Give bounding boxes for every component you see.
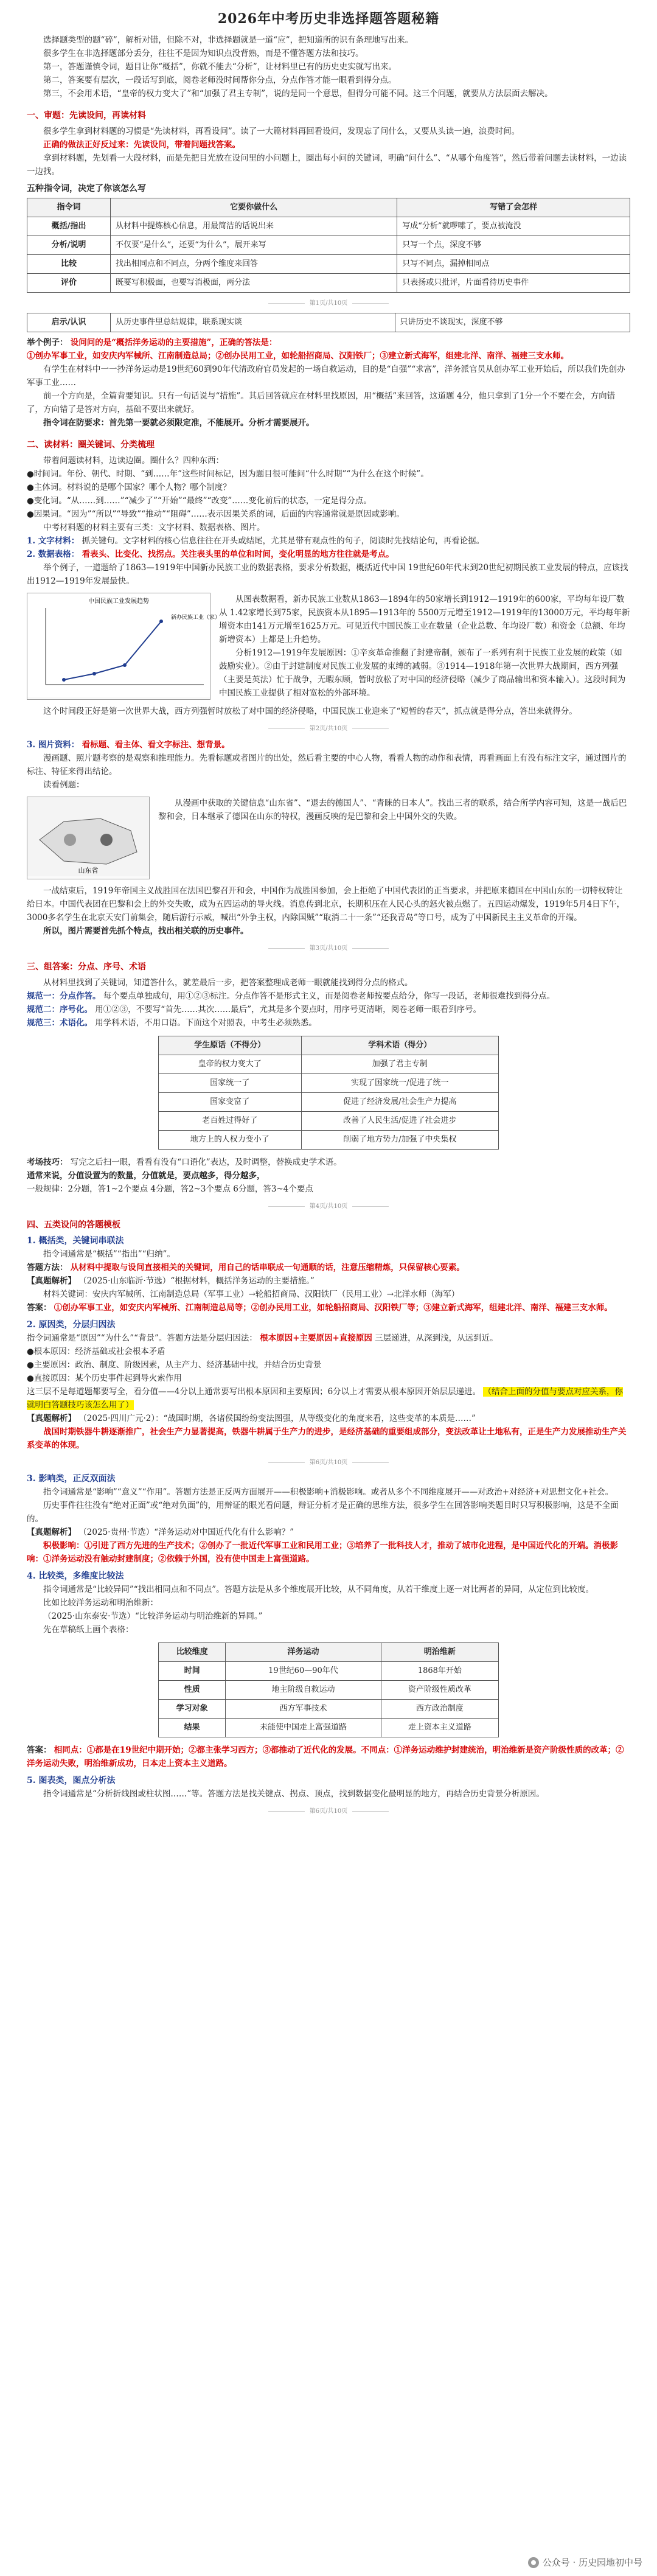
watermark: [528, 2556, 642, 2569]
page-number: 第6页/共10页: [27, 1457, 630, 1466]
table-header: 比较维度: [159, 1643, 226, 1662]
section1-para: 正确的做法正好反过来：先读设问，带着问题找答案。: [43, 140, 240, 150]
template-para: 指令词通常是“影响”“意义”“作用”。答题方法是正反两方面展开——积极影响+消极影响。或者从多个不同维度展开——对政治+对经济+对思想文化+社会。: [43, 1487, 614, 1497]
rule: 规范三：术语化。 用学科术语，不用口语。下面这个对照表，中考生必须熟悉。: [27, 1018, 317, 1028]
section1-para: 有学生在材料中一一抄洋务运动是19世纪60到90年代清政府官员发起的一场自救运动，目的是“自强”“求富”，洋务派官员从创办军工业开始后，所以我们先创办军事工业……: [27, 365, 625, 388]
data-point: [159, 620, 163, 623]
intro-para: 选择题类型的题“碎”，解析对错，但除不对，非选择题就是一道“应”，把知道所的识有条理地写出来。: [43, 35, 414, 45]
template-para: 比如比较洋务运动和明治维新：: [43, 1598, 158, 1608]
template-para: 指令词通常是“比较异同”“找出相同点和不同点”。答题方法是从多个维度展开比较，从不同角度，从若干维度上逐一对比两者的异同，从定位到比较度。: [43, 1585, 594, 1594]
section2-para: 这个时间段正好是第一次世界大战，西方列强暂时放松了对中国的经济侵略，中国民族工业迎来了“短暂的春天”，抓点就是得分点，答出来就得分。: [43, 707, 577, 716]
exam-example: 【真题解析】 （2025·山东临沂·节选）“根据材料，概括洋务运动的主要措施。”: [27, 1276, 315, 1286]
section3-title: 三、组答案：分点、序号、术语: [27, 962, 146, 972]
template-para: 指令词通常是“概括”“指出”“归纳”。: [43, 1249, 175, 1259]
page-number: 第1页/共10页: [27, 298, 630, 307]
list-item: ●主要原因：政治、制度、阶级因素，从主产力、经济基础中找，并结合历史背景: [27, 1360, 322, 1370]
section2-title: 二、读材料：圈关键词、分类梳理: [27, 440, 155, 450]
template2-title: 2. 原因类，分层归因法: [27, 1320, 116, 1330]
intro-para: 第三，不会用术语，“皇帝的权力变大了”和“加强了君主专制”，说的是同一个意思，但得分可能不同。这三个问题，就要从方法层面去解决。: [43, 89, 553, 99]
score-rule-intro: 通常来说，分值设置为的数量，分值就是，要点越多，得分越多，: [27, 1171, 265, 1181]
table-row: 启示/认识 从历史事件里总结规律，联系现实谈 只讲历史不谈现实，深度不够: [27, 313, 630, 332]
figure-japanese: [100, 834, 113, 846]
cartoon-svg: [27, 797, 149, 876]
list-item: ●时间词。年份、朝代、时期、“到……年”这些时间标记，因为题目很可能问“什么时期”“为什么在这个时候”。: [27, 469, 429, 479]
cartoon-caption: 山东省: [78, 867, 99, 874]
section3-para: 从材料里找到了关键词，知道答什么，就差最后一步，把答案整理成老师一眼就能找到得分点的格式。: [43, 978, 413, 988]
section2-para: 读看例题：: [43, 780, 85, 790]
cartoon-row: [27, 797, 630, 879]
section2-para: 带着问题读材料，边读边圈。圈什么？四种东西：: [43, 456, 224, 466]
term-table: [158, 1036, 499, 1150]
chart-background: [27, 593, 210, 697]
template-para: 这三层不是每道题都要写全，看分值——4分以上通常要写出根本原因和主要原因；6分以上才需要从根本原因开始层层递进。 （结合上面的分值与要点对应关系，你就明白答题技巧该怎么用了）: [27, 1387, 623, 1410]
exam-answer: 答案： ①创办军事工业，如安庆内军械所、江南制造总局等；②创办民用工业，如轮船招商局、汉阳铁厂等；③建立新式海军，组建北洋、南洋、福建三支水师。: [27, 1303, 613, 1313]
chart-title: 中国民族工业发展趋势: [88, 598, 149, 605]
subsection: 1. 文字材料： 抓关键句。文字材料的核心信息往往在开头或结尾，尤其是带有观点性的句子，阅读时先找结论句，再看论据。: [27, 536, 485, 546]
table-row: 评价 既要写积极面，也要写消极面，两分法 只表扬或只批评，片面看待历史事件: [27, 274, 630, 293]
intro-para: 第二，答案要有层次，一段话写到底，阅卷老师没时间帮你分点，分点作答才能一眼看到得分点。: [43, 75, 397, 85]
table-row: 老百姓过得好了 改善了人民生活/促进了社会进步: [159, 1112, 499, 1131]
section1-para: 前一个方向是，全篇背要知识。只有一句话说与“措施”。其后回答就应在材料里找原因，用“概括”来回答，这道题 4分，他只拿到了1分一个不要在会，方向错了，方向错了是答对方向，基础不要出来就好。: [27, 391, 616, 414]
section2-para: 中考材料题的材料主要有三类：文字材料、数据表格、图片。: [43, 523, 265, 532]
section1-title: 一、审题：先读设问，再读材料: [27, 111, 146, 120]
template-para: 先在草稿纸上画个表格：: [43, 1625, 134, 1635]
chart-legend: 新办民族工业（家）: [171, 615, 221, 621]
table-header: 洋务运动: [226, 1643, 381, 1662]
page-number: 第2页/共10页: [27, 723, 630, 732]
example: 举个例子： 设问问的是“概括洋务运动的主要措施”，正确的答法是：: [27, 338, 277, 347]
example-answer: ①创办军事工业，如安庆内军械所、江南制造总局；②创办民用工业，如轮船招商局、汉阳铁厂；③建立新式海军，组建北洋、南洋、福建三支水师。: [27, 351, 569, 361]
template-para: 材料关键词：安庆内军械所、江南制造总局（军事工业）→轮船招商局、汉阳铁厂（民用工业）→北洋水师（海军）: [43, 1290, 460, 1299]
figure-text: 从图表数据看，新办民族工业数从1863—1894年的50家增长到1912—1919年的600家，平均每年设厂数从 1.42家增长到75家，民族资本从1895—1913年的 5500万元增至1912—1919年的13000万元，平均每年新增资本由141万元增至1625万元。可见近代中国民族工业在数量（企业总数、年均设厂数）和资金（总额、年均新增资本）上都是上升趋势。 分析1912—1919年发展原因：①辛亥革命推翻了封建帝制，颁布了一系列有利于民族工业发展的政策（如鼓励实业）。②由于封建制度对民族工业发展的束缚的减弱。③1914—1918年第一次世界大战期间，西方列强（主要是英法）忙于战争，无暇东顾，暂时放松了对中国的经济侵略（减少了商品输出和资本输入）。这段时间为中国民族工业提供了相对宽松的外部环境。: [219, 595, 630, 698]
intro-para: 第一，答题谨慎令词，题目让你“概括”，你就不能去“分析”，让材料里已有的历史史实就写出来。: [43, 62, 397, 72]
table-header: 明治维新: [381, 1643, 498, 1662]
table-header: 它要你做什么: [111, 198, 397, 217]
intro: [27, 33, 630, 100]
table-row: 性质 地主阶级自救运动 资产阶级性质改革: [159, 1681, 499, 1700]
template1-title: 1. 概括类，关键词串联法: [27, 1236, 124, 1246]
template-method: 答题方法： 从材料中提取与设问直接相关的关键词，用自己的话串联成一句通顺的话，注意压缩精炼，只保留核心要素。: [27, 1263, 465, 1272]
data-point: [62, 678, 66, 682]
table-header: 学科术语（得分）: [301, 1036, 498, 1055]
template-para: （2025·山东泰安·节选）“比较洋务运动与明治维新的异同。”: [43, 1611, 263, 1621]
score-rule: 一般规律：2分题，答1~2个要点 4分题，答2~3个要点 6分题，答3~4个要点: [27, 1184, 313, 1194]
figure-german: [64, 834, 76, 846]
section2-para: 一战结束后，1919年帝国主义战胜国在法国巴黎召开和会，中国作为战胜国参加，会上拒绝了中国代表团的正当要求，并把原来德国在中国山东的一切特权转让给日本。中国代表团在巴黎和会上的外交失败，成为五四运动的导火线。消息传到北京，长期积压在人民心头的怒火被点燃了。五四运动爆发，1919年5月4日下午，3000多名学生在北京天安门前集会，随后游行示威，喊出“外争主权，内除国贼”“取消二十一条”“还我青岛”等口号，成为了中国新民主主义革命的开端。: [27, 886, 625, 923]
table-header: 写错了会怎样: [397, 198, 630, 217]
figure-row: [27, 593, 630, 700]
template-para: 指令词通常是“原因”“为什么”“背景”。答题方法是分层归因法： 根本原因+主要原因+直接原因 三层递进，从深到浅，从远到近。: [27, 1333, 498, 1343]
template3-title: 3. 影响类，正反双面法: [27, 1474, 116, 1484]
table-row: 结果 未能使中国走上富强道路 走上资本主义道路: [159, 1719, 499, 1737]
section1-para: 拿到材料题，先划看一大段材料，而是先把目光放在设问里的小问题上，圈出每小问的关键词，明确“问什么”、“从哪个角度答”，然后带着问题去读材料，一边读一边找。: [27, 153, 627, 176]
table-row: 国家统一了 实现了国家统一/促进了统一: [159, 1074, 499, 1093]
template-para: 指令词通常是“分析折线图或柱状图……”等。答题方法是找关键点、拐点、顶点，找到数据变化最明显的地方，再结合历史背景分析原因。: [43, 1789, 544, 1799]
document-title: 2026年中考历史非选择题答题秘籍: [217, 11, 440, 27]
exam-tip: 考场技巧： 写完之后扫一眼，看看有没有“口语化”表达，及时调整，替换成史学术语。: [27, 1157, 342, 1167]
table-row: 分析/说明 不仅要“是什么”，还要“为什么”，展开来写 只写一个点，深度不够: [27, 236, 630, 255]
rule: 规范一：分点作答。 每个要点单独成句，用①②③标注。分点作答不是形式主义，而是阅卷老师按要点给分，你写一段话，老师很难找到得分点。: [27, 991, 555, 1001]
compare-table: [158, 1642, 499, 1737]
table-row: 时间 19世纪60—90年代 1868年开始: [159, 1662, 499, 1681]
page-number: 第3页/共10页: [27, 943, 630, 952]
section1-para: 很多学生拿到材料题的习惯是“先读材料，再看设问”。读了一大篇材料再回看设问，发现忘了问什么，又要从头读一遍，浪费时间。: [43, 127, 520, 136]
template4-title: 4. 比较类，多维度比较法: [27, 1571, 124, 1581]
section2-para: 漫画题、照片题考察的是观察和推理能力。先看标题或者图片的出处，然后看主要的中心人物，看看人物的动作和表情，再看画面上有没有标注文字，通过图片的标注、特征来得出结论。: [27, 753, 627, 777]
page-number: 第6页/共10页: [27, 1806, 630, 1815]
instruction-table: [27, 198, 630, 293]
instruction-table-continued: [27, 313, 630, 332]
section2-para: 举个例子，一道题给了1863—1919年中国新办民族工业的数据表格，要求分析数据，概括近代中国 19世纪60年代末到20世纪初期民族工业发展的特点，应该找出1912—1919年发展最快。: [27, 563, 628, 586]
template-para: 历史事件往往没有“绝对正面”或“绝对负面”的，用辩证的眼光看问题，辩证分析才是正确的思维方法，很多学生在回答影响类题目时只写积极影响，这是不全面的。: [27, 1501, 619, 1524]
section1-para: 指令词在防要求：首先第一要就必须限定准，不能展开。分析才需要展开。: [43, 418, 315, 428]
table-row: 地方上的人权力变小了 削弱了地方势力/加强了中央集权: [159, 1131, 499, 1150]
table-row: 学习对象 西方军事技术 西方政治制度: [159, 1700, 499, 1719]
template5-title: 5. 图表类，图点分析法: [27, 1776, 116, 1785]
exam-answer: 战国时期铁器牛耕逐渐推广，社会生产力显著提高，铁器牛耕属于生产力的进步，是经济基础的重要组成部分，变法改革让土地私有，正是生产力发展推动生产关系变革的体现。: [27, 1427, 627, 1450]
watermark-text: 公众号 · 历史园地初中号: [542, 2557, 642, 2568]
rule: 规范二：序号化。 用①②③，不要写“首先……其次……最后”，尤其是多个要点时，用序号更清晰，阅卷老师一眼看到序号。: [27, 1005, 482, 1014]
section4-title: 四、五类设问的答题模板: [27, 1220, 120, 1230]
table-header: 指令词: [27, 198, 111, 217]
list-item: ●直接原因：某个历史事件起到导火索作用: [27, 1374, 182, 1383]
cartoon-map: [27, 797, 150, 879]
table-header: 学生原话（不得分）: [159, 1036, 302, 1055]
list-item: ●因果词。“因为”“所以”“导致”“推动”“阻碍”……表示因果关系的词，后面的内容通常就是原因或影响。: [27, 509, 405, 519]
section2-para: 所以，图片需要首先抓个特点，找出相关联的历史事件。: [43, 926, 249, 936]
subsection: 3. 图片资料： 看标题、看主体、看文字标注、想背景。: [27, 740, 230, 750]
table1-title: 五种指令词，决定了你该怎么写: [27, 184, 146, 194]
intro-para: 很多学生在非选择题部分丢分，往往不是因为知识点没背熟，而是不懂答题方法和技巧。: [43, 49, 364, 58]
data-point: [92, 672, 96, 675]
industry-chart: [27, 593, 221, 700]
list-item: ●主体词。材料说的是哪个国家？哪个人物？哪个制度？: [27, 483, 231, 492]
subsection: 2. 数据表格： 看表头、比变化、找拐点。关注表头里的单位和时间，变化明显的地方往往就是考点。: [27, 550, 394, 559]
page-number: 第4页/共10页: [27, 1201, 630, 1210]
list-item: ●变化词。“从……到……”“减少了”“开始”“最终”“改变”……变化前后的状态，一定是得分点。: [27, 496, 372, 506]
cartoon-text: 从漫画中获取的关键信息“山东省”、“退去的德国人”、“青睐的日本人”。找出三者的联系，结合所学内容可知，这是一战后巴黎和会，日本继承了德国在山东的特权，漫画反映的是巴黎和会上中国外交的失败。: [158, 798, 627, 822]
table-row: 国家变富了 促进了经济发展/社会生产力提高: [159, 1093, 499, 1112]
table-row: 比较 找出相同点和不同点，分两个维度来回答 只写不同点，漏掉相同点: [27, 255, 630, 274]
data-point: [123, 663, 127, 667]
exam-example: 【真题解析】 （2025·贵州·节选）“洋务运动对中国近代化有什么影响？”: [27, 1527, 294, 1537]
table-row: 皇帝的权力变大了 加强了君主专制: [159, 1055, 499, 1074]
exam-example: 【真题解析】 （2025·四川广元·2）：“战国时期，各诸侯国纷纷变法图强，从等级变化的角度来看，这些变革的本质是……”: [27, 1414, 476, 1423]
exam-answer: 答案： 相同点：①都是在19世纪中期开始；②都主张学习西方；③都推动了近代化的发展。不同点：①洋务运动维护封建统治，明治维新是资产阶级性质的改革；②洋务运动失败，明治维新成功，日本走上资本主义道路。: [27, 1745, 624, 1768]
exam-answer: 积极影响：①引进了西方先进的生产技术；②创办了一批近代军事工业和民用工业；③培养了一批科技人才，推动了城市化进程，是中国近代化的开端。消极影响：①洋务运动没有触动封建制度；②依赖于外国，没有使中国走上富强道路。: [27, 1541, 618, 1564]
industry-chart-svg: [27, 593, 221, 697]
list-item: ●根本原因：经济基础或社会根本矛盾: [27, 1347, 165, 1356]
wechat-icon: [528, 2557, 539, 2568]
table-row: 概括/指出 从材料中提炼核心信息，用最简洁的话说出来 写成“分析”就啰嗦了，要点被淹没: [27, 217, 630, 236]
